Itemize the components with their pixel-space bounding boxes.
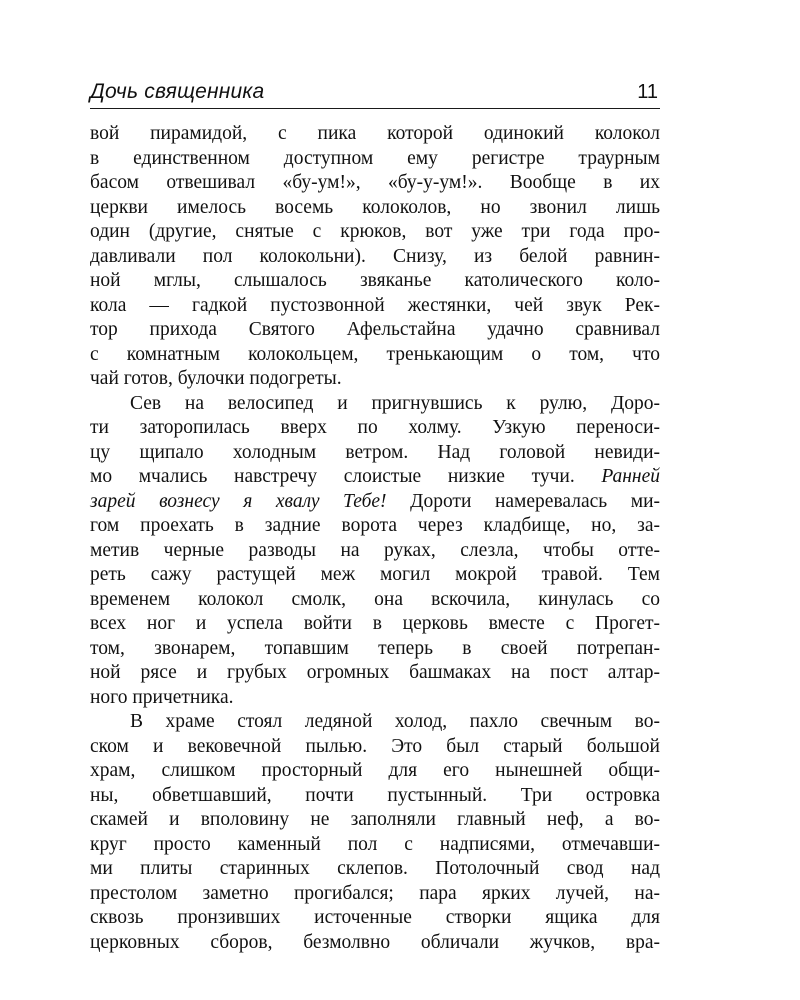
text-line: церковных сборов, безмолвно обличали жучков, вра- — [90, 931, 660, 953]
text-line: вой пирамидой, с пика которой одинокий колокол — [90, 123, 660, 144]
text-line: сквозь пронзивших источенные створки ящика для — [90, 907, 660, 928]
text-line: один (другие, снятые с крюков, вот уже три года про- — [90, 221, 660, 242]
page-number: 11 — [637, 81, 658, 103]
text-line: временем колокол смолк, она вскочила, кинулась со — [90, 588, 660, 610]
text-line: цу щипало холодным ветром. Над головой невиди- — [90, 441, 660, 463]
text-line: басом отвешивал «бу-ум!», «бу-у-ум!». Вообще в их — [90, 172, 660, 193]
text-line: круг просто каменный пол с надписями, отмечавши- — [90, 833, 660, 855]
text-line: с комнатным колокольцем, тренькающим о том, что — [90, 343, 660, 365]
paragraph-start-line: В храме стоял ледяной холод, пахло свечным во- — [130, 711, 660, 732]
running-head — [90, 78, 660, 109]
text-line: том, звонарем, топавшим теперь в своей потрепан- — [90, 637, 660, 659]
text-line-segment: Дороти намеревалась ми- — [410, 490, 661, 512]
text-line: ны, обветшавший, почти пустынный. Три островка — [90, 784, 660, 806]
text-line: ти заторопилась вверх по холму. Узкую переноси- — [90, 417, 660, 438]
text-line: тор прихода Святого Афельстайна удачно сравнивал — [90, 319, 660, 340]
text-line-segment: мо мчались навстречу слоистые низкие тучи. — [90, 466, 575, 487]
text-line — [90, 465, 660, 490]
text-line: ми плиты старинных склепов. Потолочный свод над — [90, 858, 660, 879]
text-line: давливали пол колокольни). Снизу, из белой равнин- — [90, 245, 660, 267]
text-line: скамей и вполовину не заполняли главный неф, а во- — [90, 809, 660, 830]
text-line: чай готов, булочки подогреты. — [90, 368, 342, 389]
text-line: храм, слишком просторный для его нынешней общи- — [90, 760, 660, 781]
text-line: ной мглы, слышалось звяканье католического коло- — [90, 270, 660, 291]
text-line: церкви имелось восемь колоколов, но звонил лишь — [90, 196, 660, 218]
text-line: в единственном доступном ему регистре траурным — [90, 147, 660, 169]
paragraph-start-line: Сев на велосипед и пригнувшись к рулю, Доро- — [130, 392, 660, 414]
body-text — [90, 122, 660, 955]
text-line: ной рясе и грубых огромных башмаках на пост алтар- — [90, 662, 660, 683]
text-line: гом проехать в задние ворота через кладбище, но, за- — [90, 515, 660, 536]
text-line: ного причетника. — [90, 686, 234, 708]
italic-quote: зарей вознесу я хвалу Тебе! — [90, 490, 387, 512]
italic-quote: Ранней — [601, 466, 660, 487]
text-line: метив черные разводы на руках, слезла, чтобы отте- — [90, 539, 660, 561]
running-title: Дочь священника — [90, 80, 265, 103]
text-line: престолом заметно прогибался; пара ярких лучей, на- — [90, 882, 660, 904]
text-line: всех ног и успела войти в церковь вместе с Прогет- — [90, 613, 660, 634]
text-line: реть сажу растущей меж могил мокрой травой. Тем — [90, 564, 660, 585]
text-line — [90, 490, 660, 515]
text-line: кола — гадкой пустозвонной жестянки, чей звук Рек- — [90, 294, 660, 316]
text-line: ском и вековечной пылью. Это был старый большой — [90, 735, 660, 757]
